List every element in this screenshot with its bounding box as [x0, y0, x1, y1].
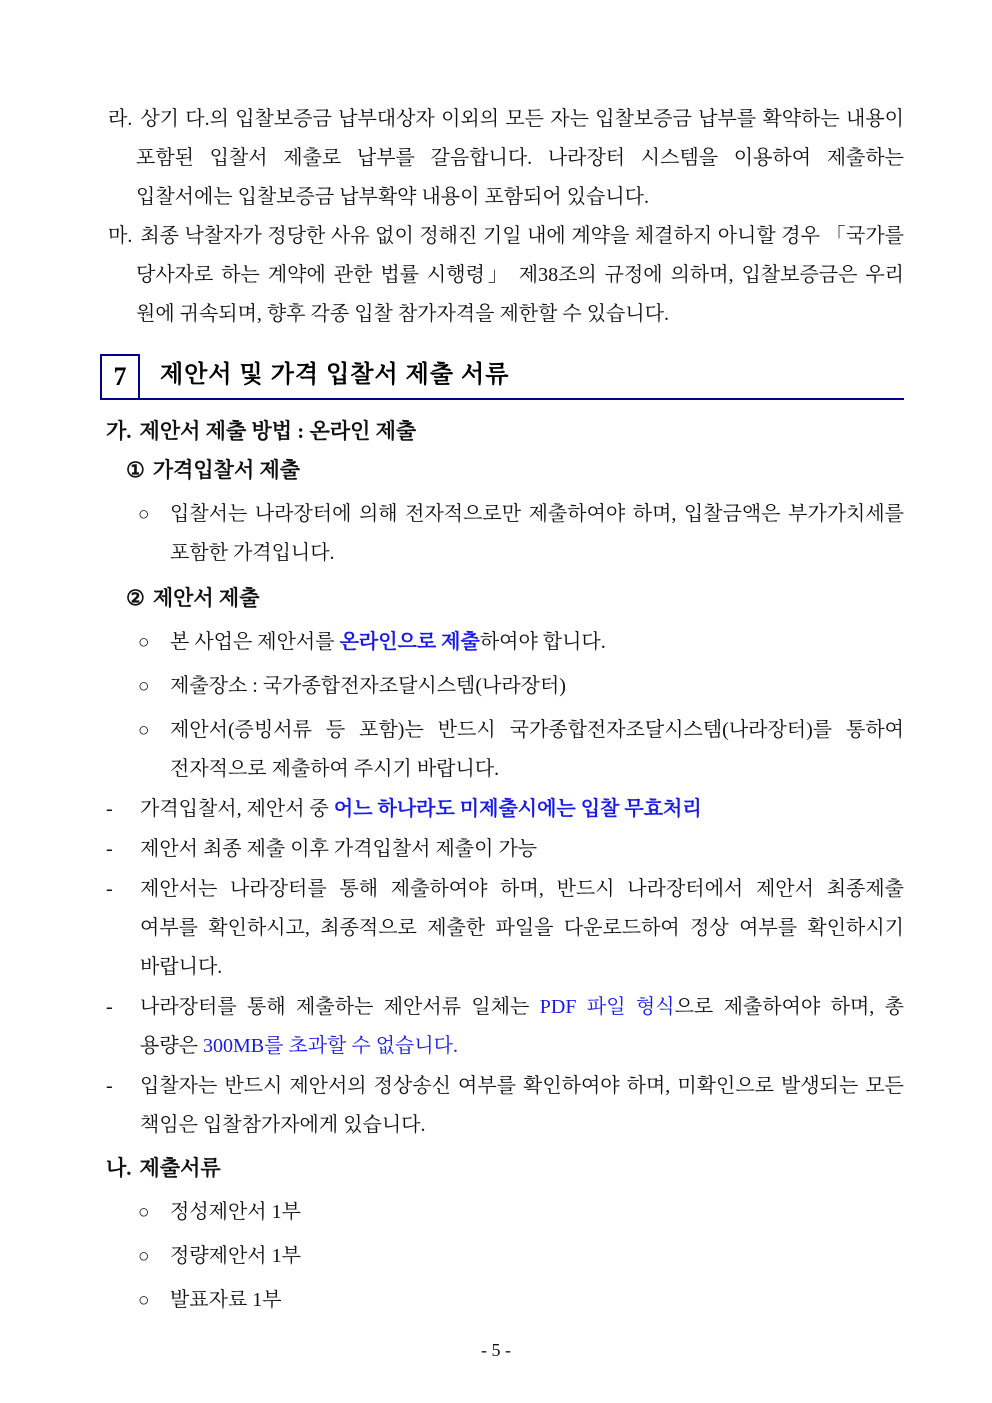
paragraph-ra-text: 상기 다.의 입찰보증금 납부대상자 이외의 모든 자는 입찰보증금 납부를 확약하는 내용이 포함된 입찰서 제출로 납부를 갈음합니다. 나라장터 시스템을 이용하여 제출하는 입찰서에는 입찰보증금 납부확약 내용이 포함되어 있습니다.	[136, 108, 904, 208]
dash-bullet-icon: -	[106, 878, 113, 900]
dash-item	[106, 1067, 904, 1145]
bullet-item-text: 제출장소 : 국가종합전자조달시스템(나라장터)	[170, 675, 566, 697]
bullet-item-text: 정성제안서 1부	[170, 1201, 301, 1223]
numbered-heading-1-title: 가격입찰서 제출	[152, 458, 301, 482]
dash-item-text: 입찰자는 반드시 제안서의 정상송신 여부를 확인하여야 하며, 미확인으로 발생되는 모든 책임은 입찰참가자에게 있습니다.	[140, 1075, 904, 1136]
highlight-300mb-limit: 300MB를 초과할 수 없습니다.	[202, 1035, 458, 1057]
paragraph-ma-label: 마.	[108, 225, 133, 247]
numbered-heading-2-title: 제안서 제출	[152, 586, 260, 610]
paragraph-ma	[108, 217, 904, 334]
dash-bullet-icon: -	[106, 798, 113, 820]
numbered-heading-1	[126, 451, 904, 490]
bullet-item-text: 정량제안서 1부	[170, 1245, 301, 1267]
dash-bullet-icon: -	[106, 1075, 113, 1097]
dash-item	[106, 988, 904, 1066]
bullet-item	[138, 495, 904, 573]
bullet-item-text: 발표자료 1부	[170, 1289, 282, 1311]
section-title: 제안서 및 가격 입찰서 제출 서류	[160, 362, 510, 388]
page-number: - 5 -	[481, 1340, 511, 1360]
bullet-item-text: 제안서(증빙서류 등 포함)는 반드시 국가종합전자조달시스템(나라장터)를 통하여 전자적으로 제출하여 주시기 바랍니다.	[170, 719, 904, 780]
dash-item-text-pre: 나라장터를 통해 제출하는 제안서류 일체는	[140, 996, 540, 1018]
circle-bullet-icon: ○	[138, 676, 150, 697]
dash-item-text: 제안서는 나라장터를 통해 제출하여야 하며, 반드시 나라장터에서 제안서 최종제출 여부를 확인하시고, 최종적으로 제출한 파일을 다운로드하여 정상 여부를 확인하시기 바랍니다.	[140, 878, 904, 978]
dash-item	[106, 870, 904, 987]
subheading-ga	[106, 412, 904, 451]
bullet-item-text: 입찰서는 나라장터에 의해 전자적으로만 제출하여야 하며, 입찰금액은 부가가치세를 포함한 가격입니다.	[170, 503, 904, 564]
highlight-invalid-bid: 어느 하나라도 미제출시에는 입찰 무효처리	[333, 798, 702, 820]
paragraph-ra	[108, 100, 904, 217]
paragraph-ma-text: 최종 낙찰자가 정당한 사유 없이 정해진 기일 내에 계약을 체결하지 아니할 경우 「국가를 당사자로 하는 계약에 관한 법률 시행령」 제38조의 규정에 의하며, 입찰보증금은 우리 원에 귀속되며, 향후 각종 입찰 참가자격을 제한할 수 있습니다.	[136, 225, 904, 325]
circle-bullet-icon: ○	[138, 1202, 150, 1223]
bullet-item-text-pre: 본 사업은 제안서를	[170, 631, 340, 653]
circle-bullet-icon: ○	[138, 504, 150, 525]
subheading-ga-label: 가.	[106, 419, 132, 443]
dash-item-text: 제안서 최종 제출 이후 가격입찰서 제출이 가능	[140, 838, 538, 860]
bullet-item	[138, 1281, 904, 1320]
bullet-item-text-post: 하여야 합니다.	[479, 631, 606, 653]
numbered-heading-2	[126, 579, 904, 618]
dash-item-text-pre: 가격입찰서, 제안서 중	[140, 798, 334, 820]
section-header	[100, 354, 904, 400]
dash-item	[106, 790, 904, 829]
circle-bullet-icon: ○	[138, 632, 150, 653]
section-number-box: 7	[100, 354, 140, 398]
circled-two-marker: ②	[126, 586, 145, 610]
dash-bullet-icon: -	[106, 996, 113, 1018]
bullet-item	[138, 711, 904, 789]
dash-item	[106, 830, 904, 869]
subheading-na	[106, 1149, 904, 1188]
subheading-na-title: 제출서류	[139, 1156, 221, 1180]
circle-bullet-icon: ○	[138, 720, 150, 741]
circle-bullet-icon: ○	[138, 1290, 150, 1311]
dash-bullet-icon: -	[106, 838, 113, 860]
circle-bullet-icon: ○	[138, 1246, 150, 1267]
paragraph-ra-label: 라.	[108, 108, 133, 130]
bullet-item	[138, 1237, 904, 1276]
subheading-ga-title: 제안서 제출 방법 : 온라인 제출	[139, 419, 417, 443]
bullet-item	[138, 623, 904, 662]
subheading-na-label: 나.	[106, 1156, 132, 1180]
dash-item-text-mid: 으로 제출하여야 하며, 총 용량은	[140, 996, 904, 1057]
highlight-online-submit: 온라인으로 제출	[339, 631, 480, 653]
circled-one-marker: ①	[126, 458, 145, 482]
bullet-item	[138, 667, 904, 706]
highlight-pdf-format: PDF 파일 형식	[539, 996, 675, 1018]
bullet-item	[138, 1193, 904, 1232]
